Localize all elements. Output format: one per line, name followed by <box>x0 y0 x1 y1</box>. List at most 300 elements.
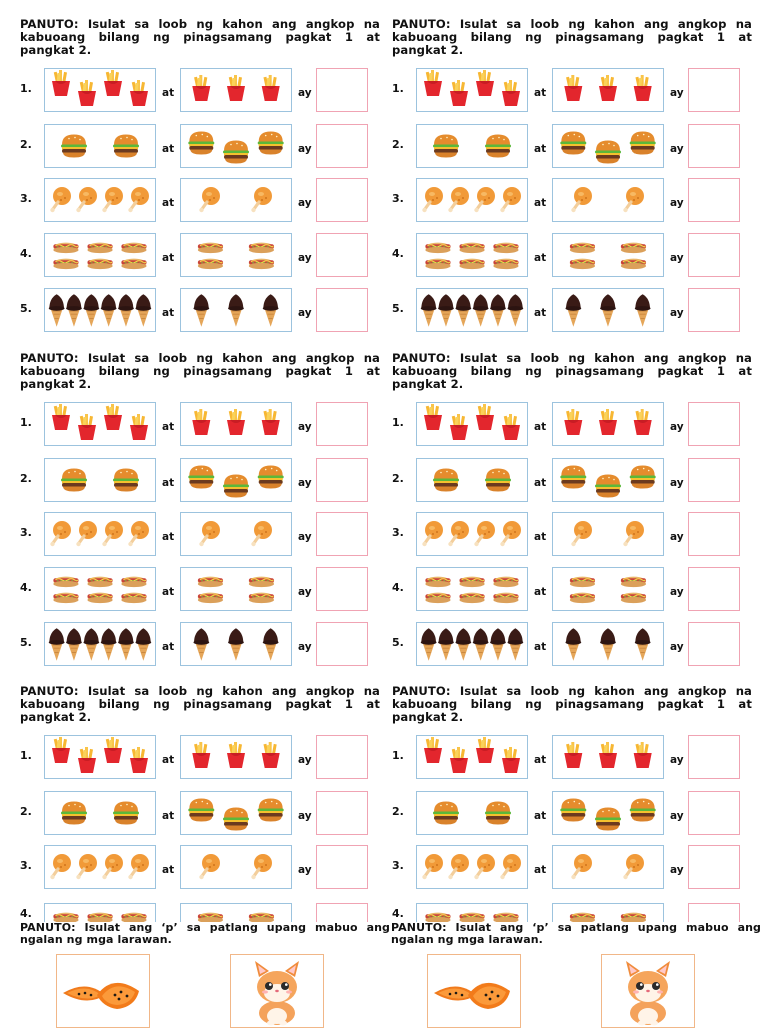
ice-cream-cone-icon <box>421 628 437 661</box>
group-1-box <box>44 178 156 222</box>
item-number: 4. <box>20 581 32 594</box>
burger-icon <box>595 141 621 164</box>
hotdog-group-picture <box>417 568 527 610</box>
group-2-box <box>552 233 664 277</box>
group-1-box <box>44 845 156 889</box>
at-label: at <box>162 307 175 319</box>
hotdog-icon <box>121 577 146 588</box>
item-number: 1. <box>20 416 32 429</box>
answer-box[interactable] <box>688 512 740 556</box>
burger-group-picture <box>417 792 527 834</box>
group-1-box <box>416 402 528 446</box>
fries-icon <box>192 409 210 435</box>
group-2-box <box>180 68 292 112</box>
burger-group-picture <box>45 125 155 167</box>
answer-box[interactable] <box>688 458 740 502</box>
ice-cream-cone-icon <box>193 628 209 661</box>
at-label: at <box>162 143 175 155</box>
hotdog-icon <box>621 259 646 270</box>
item-number: 2. <box>20 805 32 818</box>
fries-icon <box>599 75 617 101</box>
fries-icon <box>192 742 210 768</box>
hotdog-icon <box>53 259 78 270</box>
ay-label: ay <box>670 477 684 489</box>
burger-group-picture <box>45 459 155 501</box>
ay-label: ay <box>298 531 312 543</box>
ice-cream-cone-icon <box>490 628 506 661</box>
group-1-box <box>416 791 528 835</box>
ice-cream-cone-icon <box>438 294 454 327</box>
group-2-box <box>552 791 664 835</box>
ay-label: ay <box>670 864 684 876</box>
burger-icon <box>113 469 139 492</box>
hotdog-icon <box>459 259 484 270</box>
hotdog-icon <box>198 259 223 270</box>
hotdog-icon <box>249 593 274 604</box>
group-2-box <box>180 735 292 779</box>
instruction-text: PANUTO: Isulat sa loob ng kahon ang angkop na kabuoang bilang ng pinagsamang pagkat 1 at pangkat 2. <box>392 17 752 57</box>
answer-box[interactable] <box>316 512 368 556</box>
fries-icon <box>424 737 442 763</box>
hotdog-group-picture <box>45 234 155 276</box>
group-1-box <box>44 124 156 168</box>
answer-box[interactable] <box>316 402 368 446</box>
group-1-box <box>416 845 528 889</box>
exercise-row <box>20 735 380 781</box>
ay-label: ay <box>298 252 312 264</box>
hotdog-icon <box>425 259 450 270</box>
item-number: 4. <box>392 581 404 594</box>
chicken-leg-icon <box>474 521 495 546</box>
exercise-row <box>20 622 380 668</box>
ay-label: ay <box>298 586 312 598</box>
answer-box[interactable] <box>688 233 740 277</box>
ay-label: ay <box>670 87 684 99</box>
instruction-text: PANUTO: Isulat sa loob ng kahon ang angkop na kabuoang bilang ng pinagsamang pagkat 1 at pangkat 2. <box>20 17 380 57</box>
item-number: 3. <box>392 192 404 205</box>
cat-picture-box <box>230 954 324 1028</box>
fries-icon <box>52 737 70 763</box>
burger-icon <box>188 132 214 155</box>
exercise-row <box>20 512 380 558</box>
ice-cream-cone-icon <box>600 294 616 327</box>
exercise-row <box>392 567 752 613</box>
ay-label: ay <box>298 477 312 489</box>
ay-label: ay <box>298 143 312 155</box>
fries-icon <box>78 80 96 106</box>
exercise-row-partial <box>20 903 380 920</box>
at-label: at <box>534 421 547 433</box>
group-2-box <box>552 567 664 611</box>
group-2-box <box>552 458 664 502</box>
ice-cream-cone-icon <box>228 628 244 661</box>
answer-box[interactable] <box>316 178 368 222</box>
answer-box[interactable] <box>688 124 740 168</box>
hotdog-icon <box>249 259 274 270</box>
at-label: at <box>162 754 175 766</box>
burger-icon <box>595 475 621 498</box>
hotdog-group-picture <box>553 234 663 276</box>
fries-icon <box>634 75 652 101</box>
exercise-row <box>20 124 380 170</box>
ice-cream-cone-icon <box>49 628 65 661</box>
chicken-leg-icon <box>102 187 123 212</box>
hotdog-icon <box>493 243 518 254</box>
at-label: at <box>534 531 547 543</box>
answer-box[interactable] <box>316 845 368 889</box>
group-1-box <box>44 735 156 779</box>
ice-cream-cone-icon <box>263 628 279 661</box>
item-number: 3. <box>20 859 32 872</box>
exercise-row <box>392 68 752 114</box>
ice-cream-cone-icon <box>118 294 134 327</box>
hotdog-icon <box>425 593 450 604</box>
hotdog-icon <box>87 259 112 270</box>
hotdog-icon <box>493 593 518 604</box>
hotdog-icon <box>249 577 274 588</box>
answer-box[interactable] <box>316 288 368 332</box>
item-number: 3. <box>20 526 32 539</box>
at-label: at <box>162 421 175 433</box>
group-2-box <box>180 567 292 611</box>
fries-icon <box>450 747 468 773</box>
at-label: at <box>534 143 547 155</box>
answer-box[interactable] <box>688 68 740 112</box>
fries-icon <box>634 409 652 435</box>
exercise-row <box>20 845 380 891</box>
exercise-row <box>20 288 380 334</box>
chicken-leg-icon <box>422 521 443 546</box>
group-1-box <box>416 178 528 222</box>
ay-label: ay <box>298 754 312 766</box>
worksheet-section <box>20 352 380 682</box>
answer-box[interactable] <box>316 458 368 502</box>
ay-label: ay <box>670 421 684 433</box>
at-label: at <box>534 864 547 876</box>
group-2-box <box>180 288 292 332</box>
item-number: 4. <box>20 907 32 920</box>
item-number: 4. <box>20 247 32 260</box>
ay-label: ay <box>670 252 684 264</box>
answer-box[interactable] <box>688 402 740 446</box>
cat-picture-box <box>601 954 695 1028</box>
chicken-leg-icon <box>422 187 443 212</box>
fries-icon <box>599 742 617 768</box>
chicken-leg-group-picture <box>181 846 291 888</box>
exercise-row <box>392 124 752 170</box>
chicken-leg-group-picture <box>553 846 663 888</box>
burger-icon <box>258 799 284 822</box>
fries-group-picture <box>553 69 663 111</box>
ay-label: ay <box>670 586 684 598</box>
chicken-leg-group-picture <box>553 179 663 221</box>
instruction-text: PANUTO: Isulat sa loob ng kahon ang angkop na kabuoang bilang ng pinagsamang pagkat 1 at pangkat 2. <box>20 351 380 391</box>
ice-cream-cone-icon <box>507 294 523 327</box>
hotdog-icon <box>198 577 223 588</box>
item-number: 1. <box>392 82 404 95</box>
group-1-box <box>44 402 156 446</box>
chicken-leg-icon <box>199 521 220 546</box>
hotdog-icon <box>53 577 78 588</box>
instruction-text: PANUTO: Isulat ang ‘p’ sa patlang upang mabuo ang ngalan ng mga larawan. <box>20 921 390 946</box>
exercise-row <box>392 845 752 891</box>
group-2-box <box>552 402 664 446</box>
burger-icon <box>630 132 656 155</box>
burger-icon <box>258 132 284 155</box>
exercise-row <box>20 178 380 224</box>
ice-cream-cone-icon <box>135 294 151 327</box>
at-label: at <box>162 586 175 598</box>
fries-icon <box>104 404 122 430</box>
hotdog-icon <box>198 243 223 254</box>
ice-cream-cone-icon <box>635 628 651 661</box>
picture-worksheet-section <box>391 922 761 1024</box>
chicken-leg-icon <box>448 187 469 212</box>
burger-icon <box>560 466 586 489</box>
chicken-leg-icon <box>500 854 521 879</box>
answer-box[interactable] <box>688 845 740 889</box>
fries-icon <box>52 70 70 96</box>
answer-box[interactable] <box>688 735 740 779</box>
hotdog-icon <box>621 243 646 254</box>
group-1-box <box>416 567 528 611</box>
ay-label: ay <box>670 307 684 319</box>
group-1-box <box>44 567 156 611</box>
at-label: at <box>534 197 547 209</box>
group-2-box <box>552 622 664 666</box>
fries-icon <box>564 742 582 768</box>
group-2-box <box>180 402 292 446</box>
burger-icon <box>485 469 511 492</box>
item-number: 5. <box>392 636 404 649</box>
at-label: at <box>534 586 547 598</box>
hotdog-icon <box>570 259 595 270</box>
group-1-box <box>44 68 156 112</box>
at-label: at <box>162 531 175 543</box>
burger-icon <box>485 802 511 825</box>
answer-box[interactable] <box>688 791 740 835</box>
answer-box[interactable] <box>688 622 740 666</box>
item-number: 2. <box>20 138 32 151</box>
ice-cream-cone-icon <box>473 628 489 661</box>
group-1-box <box>44 622 156 666</box>
chicken-leg-icon <box>422 854 443 879</box>
group-1-box <box>44 288 156 332</box>
item-number: 3. <box>392 526 404 539</box>
exercise-row <box>20 791 380 837</box>
chicken-leg-icon <box>128 521 149 546</box>
chicken-leg-icon <box>474 187 495 212</box>
chicken-leg-group-picture <box>417 513 527 555</box>
chicken-leg-icon <box>50 187 71 212</box>
chicken-leg-group-picture <box>181 179 291 221</box>
ay-label: ay <box>298 197 312 209</box>
group-2-box <box>180 233 292 277</box>
worksheet-section <box>392 18 752 348</box>
ay-label: ay <box>670 143 684 155</box>
burger-icon <box>560 799 586 822</box>
fries-icon <box>634 742 652 768</box>
hotdog-icon <box>249 243 274 254</box>
ay-label: ay <box>670 754 684 766</box>
chicken-leg-icon <box>623 854 644 879</box>
fries-icon <box>104 70 122 96</box>
ice-cream-cone-group-picture <box>45 289 155 331</box>
hotdog-icon <box>121 593 146 604</box>
ice-cream-cone-icon <box>565 294 581 327</box>
burger-group-picture <box>553 125 663 167</box>
chicken-leg-icon <box>500 187 521 212</box>
chicken-leg-icon <box>251 854 272 879</box>
item-number: 5. <box>20 302 32 315</box>
ice-cream-cone-group-picture <box>45 623 155 665</box>
answer-box[interactable] <box>316 68 368 112</box>
item-number: 2. <box>392 472 404 485</box>
fries-group-picture <box>417 736 527 778</box>
instruction-text: PANUTO: Isulat sa loob ng kahon ang angkop na kabuoang bilang ng pinagsamang pagkat 1 at pangkat 2. <box>392 684 752 724</box>
item-number: 1. <box>20 82 32 95</box>
answer-box[interactable] <box>316 124 368 168</box>
hotdog-icon <box>425 577 450 588</box>
ice-cream-cone-icon <box>473 294 489 327</box>
fries-icon <box>78 414 96 440</box>
item-number: 1. <box>392 749 404 762</box>
burger-icon <box>595 808 621 831</box>
exercise-row <box>20 402 380 448</box>
chicken-leg-icon <box>251 521 272 546</box>
burger-icon <box>223 475 249 498</box>
ice-cream-cone-icon <box>490 294 506 327</box>
fries-icon <box>227 409 245 435</box>
chicken-leg-icon <box>623 187 644 212</box>
answer-box[interactable] <box>316 622 368 666</box>
ice-cream-cone-icon <box>118 628 134 661</box>
fries-icon <box>262 75 280 101</box>
ay-label: ay <box>670 531 684 543</box>
ice-cream-cone-icon <box>565 628 581 661</box>
fries-icon <box>262 742 280 768</box>
papaya-icon <box>57 955 149 1027</box>
fries-icon <box>502 747 520 773</box>
fries-icon <box>130 747 148 773</box>
hotdog-icon <box>570 577 595 588</box>
burger-group-picture <box>417 459 527 501</box>
exercise-row <box>392 178 752 224</box>
group-1-box <box>416 124 528 168</box>
item-number: 1. <box>392 416 404 429</box>
hotdog-icon <box>459 593 484 604</box>
chicken-leg-icon <box>500 521 521 546</box>
exercise-row <box>20 458 380 504</box>
ay-label: ay <box>298 864 312 876</box>
ice-cream-cone-group-picture <box>417 623 527 665</box>
group-2-box <box>552 845 664 889</box>
answer-box[interactable] <box>316 567 368 611</box>
chicken-leg-icon <box>50 854 71 879</box>
ay-label: ay <box>670 641 684 653</box>
ice-cream-cone-icon <box>228 294 244 327</box>
exercise-row <box>392 512 752 558</box>
hotdog-icon <box>570 593 595 604</box>
burger-group-picture <box>553 792 663 834</box>
hotdog-group-picture <box>181 234 291 276</box>
cat-icon <box>602 955 694 1027</box>
hotdog-icon <box>425 243 450 254</box>
burger-group-picture <box>181 792 291 834</box>
ay-label: ay <box>298 87 312 99</box>
fries-icon <box>130 80 148 106</box>
fries-group-picture <box>553 736 663 778</box>
at-label: at <box>534 754 547 766</box>
chicken-leg-icon <box>102 521 123 546</box>
chicken-leg-icon <box>571 187 592 212</box>
ay-label: ay <box>298 421 312 433</box>
group-2-box <box>552 288 664 332</box>
answer-box[interactable] <box>688 288 740 332</box>
ice-cream-cone-icon <box>83 628 99 661</box>
chicken-leg-icon <box>76 854 97 879</box>
at-label: at <box>162 197 175 209</box>
answer-box[interactable] <box>316 233 368 277</box>
exercise-row <box>392 791 752 837</box>
instruction-text: PANUTO: Isulat sa loob ng kahon ang angkop na kabuoang bilang ng pinagsamang pagkat 1 at pangkat 2. <box>20 684 380 724</box>
group-1-box <box>416 622 528 666</box>
answer-box[interactable] <box>316 791 368 835</box>
hotdog-icon <box>459 577 484 588</box>
group-1-box <box>416 68 528 112</box>
hotdog-group-picture <box>45 568 155 610</box>
burger-icon <box>433 135 459 158</box>
exercise-row <box>392 288 752 334</box>
hotdog-icon <box>621 593 646 604</box>
chicken-leg-icon <box>102 854 123 879</box>
group-1-box <box>416 288 528 332</box>
item-number: 4. <box>392 247 404 260</box>
ice-cream-cone-icon <box>507 628 523 661</box>
ice-cream-cone-group-picture <box>417 289 527 331</box>
at-label: at <box>162 87 175 99</box>
chicken-leg-icon <box>571 521 592 546</box>
instruction-text: PANUTO: Isulat ang ‘p’ sa patlang upang mabuo ang ngalan ng mga larawan. <box>391 921 761 946</box>
hotdog-icon <box>198 593 223 604</box>
hotdog-icon <box>459 243 484 254</box>
item-number: 2. <box>392 138 404 151</box>
fries-group-picture <box>45 69 155 111</box>
group-2-box <box>552 512 664 556</box>
at-label: at <box>162 864 175 876</box>
hotdog-icon <box>87 243 112 254</box>
fries-icon <box>599 409 617 435</box>
chicken-leg-group-picture <box>45 846 155 888</box>
papaya-icon <box>428 955 520 1027</box>
answer-box[interactable] <box>688 567 740 611</box>
fries-icon <box>502 414 520 440</box>
cat-icon <box>231 955 323 1027</box>
fries-icon <box>192 75 210 101</box>
ice-cream-cone-icon <box>193 294 209 327</box>
burger-icon <box>188 799 214 822</box>
at-label: at <box>162 641 175 653</box>
fries-icon <box>78 747 96 773</box>
fries-icon <box>476 404 494 430</box>
answer-box[interactable] <box>316 735 368 779</box>
fries-group-picture <box>417 69 527 111</box>
ice-cream-cone-icon <box>66 628 82 661</box>
fries-icon <box>564 75 582 101</box>
at-label: at <box>162 477 175 489</box>
answer-box[interactable] <box>688 178 740 222</box>
hotdog-icon <box>53 243 78 254</box>
